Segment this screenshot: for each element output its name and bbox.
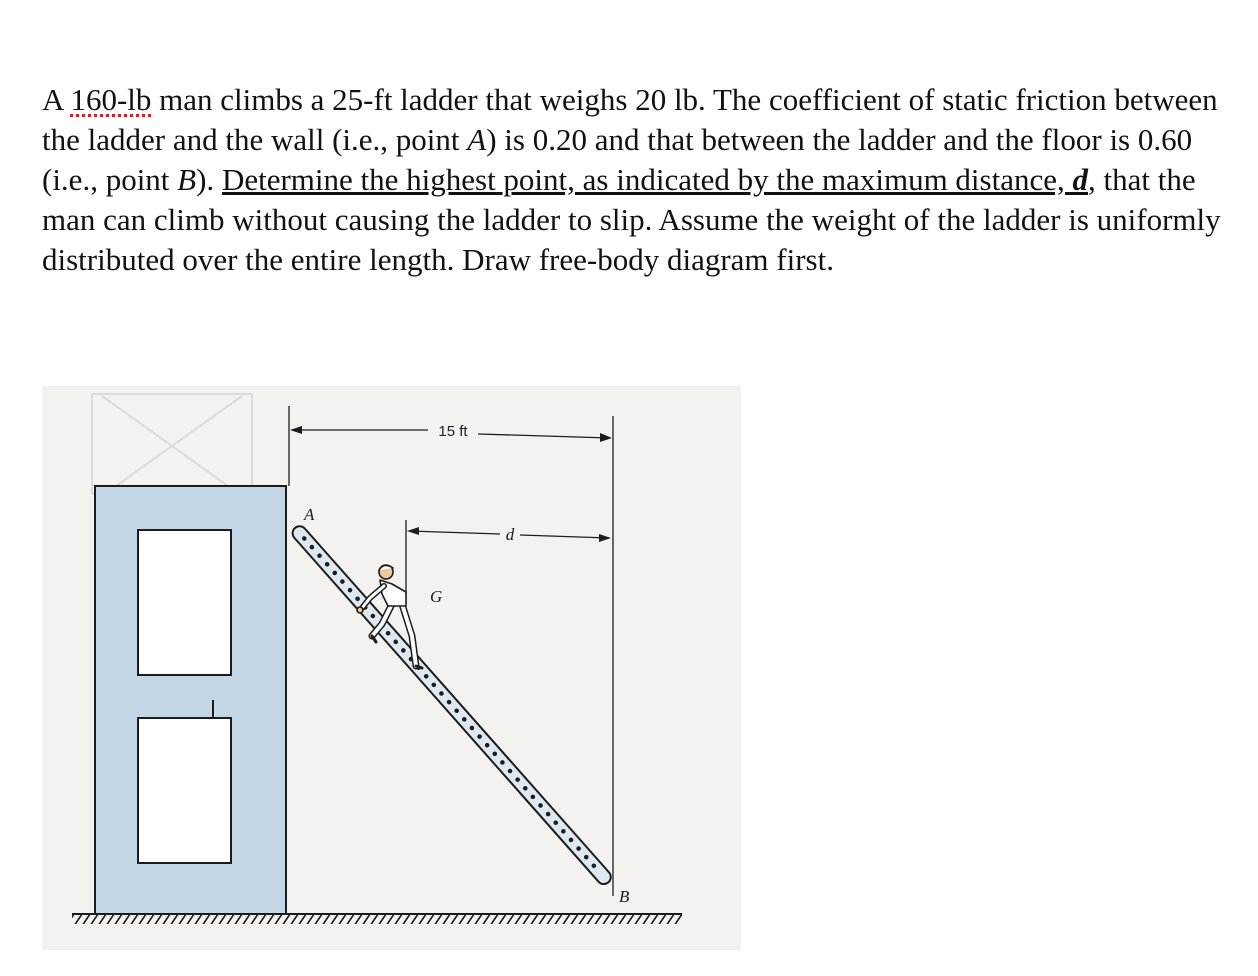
problem-text-5: ) is 0.20 and that between the ladder and the floor is 0.60 (i.e., point: [42, 122, 1193, 197]
underlined-instruction: Determine the highest point, as indicated by the maximum distance, d,: [221, 162, 1096, 197]
dim-15ft-right: [478, 434, 610, 438]
problem-statement: [42, 80, 1222, 280]
ground-hatching: [72, 914, 682, 924]
window-lower: [138, 718, 231, 863]
misspelled-word: 160-lb: [70, 82, 152, 117]
background-texture: [92, 394, 252, 496]
ladder-diagram: [42, 386, 741, 950]
distance-d-ref: d: [1072, 162, 1088, 197]
problem-text-7: ).: [196, 162, 222, 197]
point-b-ref: B: [177, 162, 197, 197]
window-upper: [138, 530, 231, 675]
dim-d-right: [520, 535, 609, 538]
point-a-ref: A: [467, 122, 487, 157]
ladder-figure: [42, 386, 741, 950]
dim-d-label: d: [505, 525, 515, 544]
dim-15ft-label: 15 ft: [438, 423, 468, 440]
dim-d-arrow-left: [407, 527, 419, 535]
point-a-label: A: [304, 505, 315, 524]
dim-d-left: [409, 531, 500, 534]
dim-d-arrow-right: [599, 534, 611, 542]
problem-text-3: man climbs a 25-ft ladder that weighs 20 lb. The coefficient of static friction between the ladder and the wall (i.e., point: [42, 82, 1218, 157]
problem-text-1: A: [42, 82, 71, 117]
point-g-label: G: [430, 587, 443, 606]
dim-15ft-arrow-right: [600, 433, 612, 442]
ladder: [290, 523, 614, 887]
problem-text-11: that the man can climb without causing the ladder to slip. Assume the weight of the ladder is uniformly distributed over the entire length. Draw free-body diagram first.: [42, 162, 1221, 277]
dim-15ft-arrow-left: [290, 426, 302, 434]
point-b-label: B: [619, 887, 630, 906]
